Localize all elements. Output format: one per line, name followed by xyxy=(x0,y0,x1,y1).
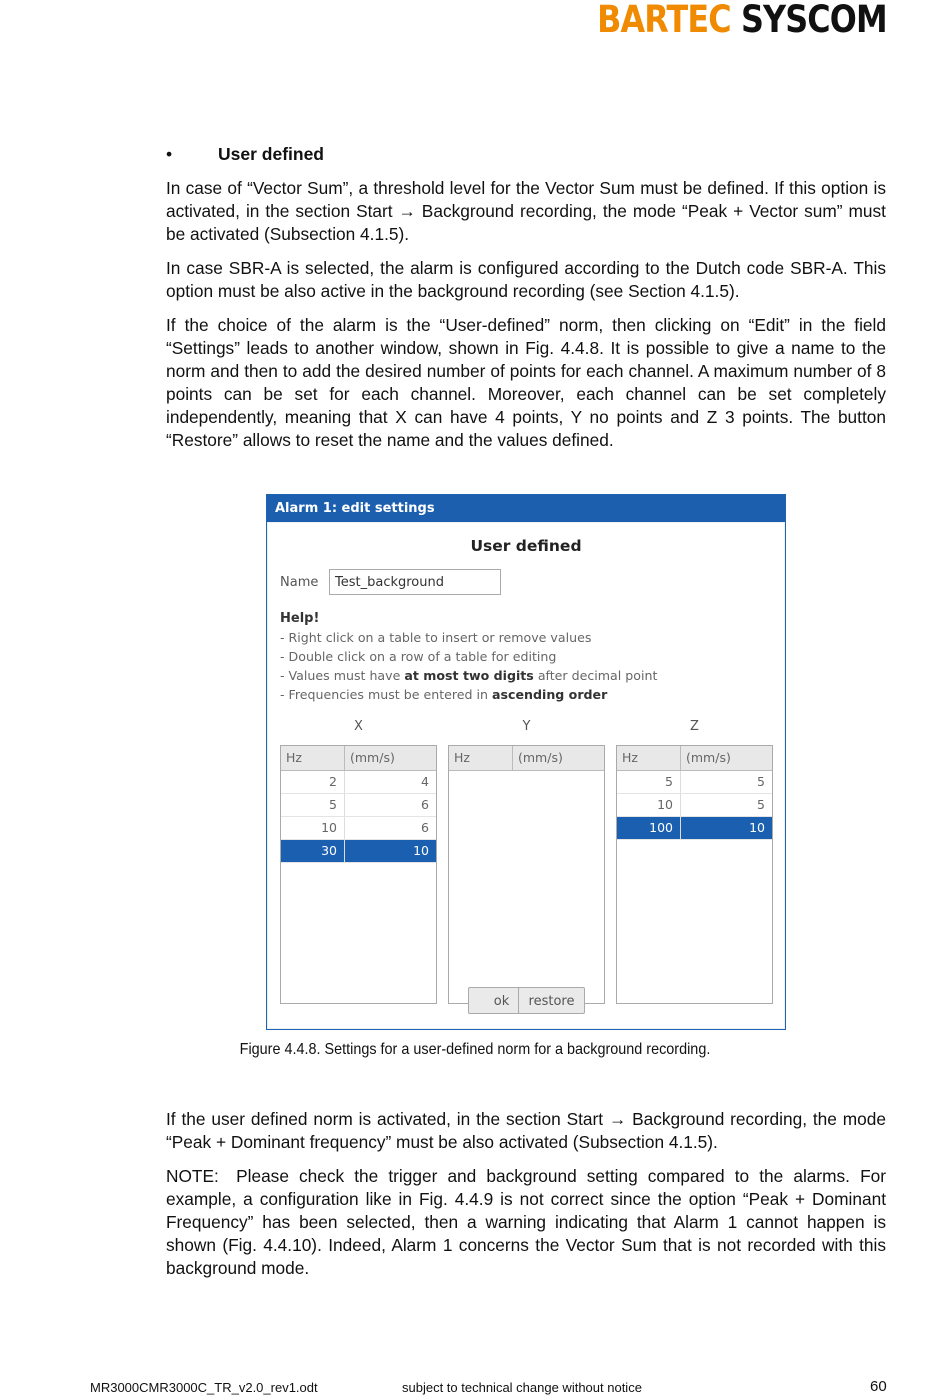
footer-notice: subject to technical change without notice xyxy=(402,1380,642,1395)
cell-hz: 2 xyxy=(281,771,345,793)
paragraph-sbr-a: In case SBR-A is selected, the alarm is configured according to the Dutch code SBR-A. This option must be also active in the background recording (see Section 4.1.5). xyxy=(166,258,886,301)
column-header-mms[interactable]: (mm/s) xyxy=(686,750,731,765)
table-row[interactable] xyxy=(617,817,772,840)
cell-hz: 5 xyxy=(617,771,681,793)
table-header xyxy=(617,746,772,771)
column-header-hz[interactable]: Hz xyxy=(617,746,681,770)
help-line: - Double click on a row of a table for editing xyxy=(280,649,557,664)
dialog-body xyxy=(268,523,784,1028)
paragraph-dominant-frequency: If the user defined norm is activated, in the section Start → Background recording, the mode “Peak + Dominant frequency” must be also activated (Subsection 4.1.5). xyxy=(166,1109,886,1152)
paragraph-user-defined: If the choice of the alarm is the “User-defined” norm, then clicking on “Edit” in the field “Settings” leads to another window, shown in Fig. 4.4.8. It is possible to give a name to the norm and then to add the desired number of points for each channel. A maximum number of 8 points can be set for each channel. Moreover, each channel can be set completely independently, meaning that X can have 4 points, Y no points and Z 3 points. The button “Restore” allows to reset the name and the values defined. xyxy=(166,315,886,450)
company-logo xyxy=(597,0,887,40)
table-y[interactable] xyxy=(448,745,605,1004)
table-row[interactable] xyxy=(617,794,772,817)
cell-mms: 6 xyxy=(421,820,429,835)
section-title: User defined xyxy=(218,144,324,164)
help-line: - Right click on a table to insert or remove values xyxy=(280,630,592,645)
figure-caption: Figure 4.4.8. Settings for a user-defined norm for a background recording. xyxy=(239,1041,711,1058)
column-header-hz[interactable]: Hz xyxy=(449,746,513,770)
cell-mms: 5 xyxy=(757,774,765,789)
column-header-mms[interactable]: (mm/s) xyxy=(350,750,395,765)
cell-hz: 30 xyxy=(281,840,345,862)
table-row[interactable] xyxy=(281,794,436,817)
table-header xyxy=(449,746,604,771)
table-row[interactable] xyxy=(281,771,436,794)
cell-mms: 5 xyxy=(757,797,765,812)
name-label: Name xyxy=(280,575,319,590)
cell-hz: 10 xyxy=(281,817,345,839)
table-row[interactable] xyxy=(617,771,772,794)
cell-hz: 10 xyxy=(617,794,681,816)
paragraph-note: NOTE: Please check the trigger and background setting compared to the alarms. For example, a configuration like in Fig. 4.4.9 is not correct since the option “Peak + Dominant Frequency” has been selected, then a warning indicating that Alarm 1 cannot happen is shown (Fig. 4.4.10). Indeed, Alarm 1 concerns the Vector Sum that is not recorded with this background mode. xyxy=(166,1166,886,1278)
cell-mms: 10 xyxy=(749,820,765,835)
cell-mms: 10 xyxy=(413,843,429,858)
axis-label-x: X xyxy=(354,719,363,734)
help-text xyxy=(280,609,657,704)
cell-mms: 6 xyxy=(421,797,429,812)
cell-hz: 100 xyxy=(617,817,681,839)
page-number: 60 xyxy=(870,1378,887,1395)
help-line: - Values must have at most two digits after decimal point xyxy=(280,668,658,683)
table-row[interactable] xyxy=(281,840,436,863)
bullet-icon: • xyxy=(166,144,173,164)
restore-button[interactable]: restore xyxy=(518,987,585,1014)
edit-settings-dialog xyxy=(266,494,786,1030)
cell-hz: 5 xyxy=(281,794,345,816)
logo-part-bartec: BARTEC xyxy=(597,0,731,41)
cell-mms: 4 xyxy=(421,774,429,789)
name-input[interactable]: Test_background xyxy=(329,569,501,595)
dialog-heading: User defined xyxy=(470,537,582,555)
table-header xyxy=(281,746,436,771)
dialog-title: Alarm 1: edit settings xyxy=(267,495,785,522)
axis-label-y: Y xyxy=(522,719,531,734)
table-x[interactable] xyxy=(280,745,437,1004)
logo-part-syscom: SYSCOM xyxy=(741,0,887,41)
axis-label-z: Z xyxy=(690,719,699,734)
help-line: - Frequencies must be entered in ascending order xyxy=(280,687,608,702)
body-text-bottom xyxy=(166,1108,886,1280)
table-row[interactable] xyxy=(281,817,436,840)
help-title: Help! xyxy=(280,611,320,626)
body-text-top xyxy=(166,177,886,452)
footer-filename: MR3000CMR3000C_TR_v2.0_rev1.odt xyxy=(90,1380,318,1395)
column-header-hz[interactable]: Hz xyxy=(281,746,345,770)
paragraph-vector-sum: In case of “Vector Sum”, a threshold level for the Vector Sum must be defined. If this option is activated, in the section Start → Background recording, the mode “Peak + Vector sum” must be activated (Subsection 4.1.5). xyxy=(166,178,886,244)
column-header-mms[interactable]: (mm/s) xyxy=(518,750,563,765)
table-z[interactable] xyxy=(616,745,773,1004)
ok-button[interactable]: ok xyxy=(468,987,535,1014)
